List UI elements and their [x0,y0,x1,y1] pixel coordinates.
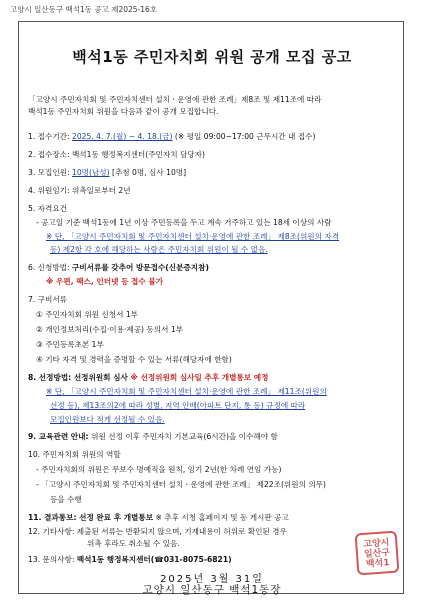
document-1: ① 주민자치회 위원 신청서 1부 [36,310,138,319]
item-label: 3. 모집인원: [28,168,72,177]
member-role-line-3: 등을 수행 [50,495,82,504]
issuer-name: 고양시 일산동구 백석1동장 [142,584,282,596]
selection-note-line-3: 모집인원보다 적게 선정될 수 있음. [50,415,165,424]
item-note: (※ 평일 09:00~17:00 근무시간 내 접수) [172,132,316,141]
recruitment-count-value: 10명(남성) [71,168,110,177]
item-member-role: 10. 주민자치회 위원의 역할 [28,450,121,459]
official-seal: 고양시 일산구 백석1 [355,531,400,576]
item-result-notice [28,512,400,524]
selection-note-line-2: 선정 등), 제13조의2에 따라 성별, 지역 안배(아파트 단지, 통 등) 규정에 따라 [50,401,306,410]
education-value: 위원 선정 이후 주민자치 기본교육(6시간)을 이수해야 함 [91,432,278,441]
item-education [28,431,400,443]
intro-line-2: 백석1동 주민자치회 위원을 다음과 같이 공개 모집합니다. [28,107,219,116]
selection-method-note: ※ 선정위원회 심사일 추후 개별통보 예정 [130,373,269,382]
document-3: ③ 주민등록초본 1부 [36,340,104,349]
item-documents: 7. 구비서류 [28,295,68,304]
item-label: 6. 신청방법: [28,263,72,272]
issue-date: 2025년 3월 31일 [160,574,264,585]
item-label: 13. 문의사항: [28,555,77,564]
selection-note-line-1: ※ 단, 「고양시 주민자치회 및 주민자치센터 설치·운영에 관한 조례」 제11조(위원의 [46,387,327,396]
qualification-note-2: 등) 제2항 각 호에 해당하는 사람은 주민자치회 위원이 될 수 없음. [50,245,268,254]
item-label: 9. 교육관련 안내: [28,432,92,441]
qualification-line: - 공고일 기준 백석1동에 1년 이상 주민등록을 두고 계속 거주하고 있는 18세 이상의 사람 [36,218,332,227]
item-note: [추첨 0명, 심사 10명] [109,168,187,177]
item-term: 4. 위원임기: 위촉일로부터 2년 [28,186,131,195]
document-2: ② 개인정보처리(수집·이용·제공) 동의서 1부 [36,325,184,334]
item-other: 12. 기타사항: 제출된 서류는 반환되지 않으며, 기재내용이 허위로 확인된 경우 [28,527,287,536]
page-title: 백석1동 주민자치회 위원 공개 모집 공고 [72,48,352,66]
item-application-period [28,131,400,143]
item-application-method [28,262,400,274]
inquiry-value: 백석1동 행정복지센터(☎031-8075-6821) [76,555,232,564]
item-other-line-2: 위촉 후라도 취소될 수 있음. [87,539,180,548]
item-qualification: 5. 자격요건 [28,204,68,213]
notice-number: 고양시 일산동구 백석1동 공고 제2025-16호 [10,5,158,14]
qualification-note-1: ※ 단, 「고양시 주민자치회 및 주민자치센터 설치·운영에 관한 조례」 제8조(위원의 자격 [46,232,340,241]
item-recruitment-count [28,167,400,179]
item-label: 1. 접수기간: [28,132,72,141]
application-period-value: 2025. 4. 7.(월) ~ 4. 18.(금) [71,132,173,141]
item-application-place: 2. 접수장소: 백석1동 행정복지센터(주민자치 담당자) [28,150,205,159]
member-role-line-1: - 주민자치회의 위원은 무보수 명예직을 원칙, 임기 2년(한 차례 연임 가능) [36,465,282,474]
item-label: 11. 결과통보: 선정 완료 후 개별통보 [28,513,154,522]
member-role-line-2: - 「고양시 주민자치회 및 주민자치센터 설치ㆍ운영에 관한 조례」 제22조(위원의 의무) [36,480,326,489]
result-notice-note: ※ 추후 시청 홈페이지 및 동 게시판 공고 [153,513,289,522]
item-label: 8. 선정방법: 선정위원회 심사 [28,373,131,382]
item-inquiry [28,554,400,566]
document-4: ④ 기타 자격 및 경력을 증명할 수 있는 서류(해당자에 한함) [36,355,232,364]
item-selection-method [28,372,400,384]
application-method-value: 구비서류를 갖추어 방문접수(신분증지참) [71,263,209,272]
intro-line-1: 「고양시 주민자치회 및 주민자치센터 설치ㆍ운영에 관한 조례」제8조 및 제11조에 따라 [28,95,322,104]
application-method-note: ※ 우편, 팩스, 인터넷 등 접수 불가 [46,277,164,286]
